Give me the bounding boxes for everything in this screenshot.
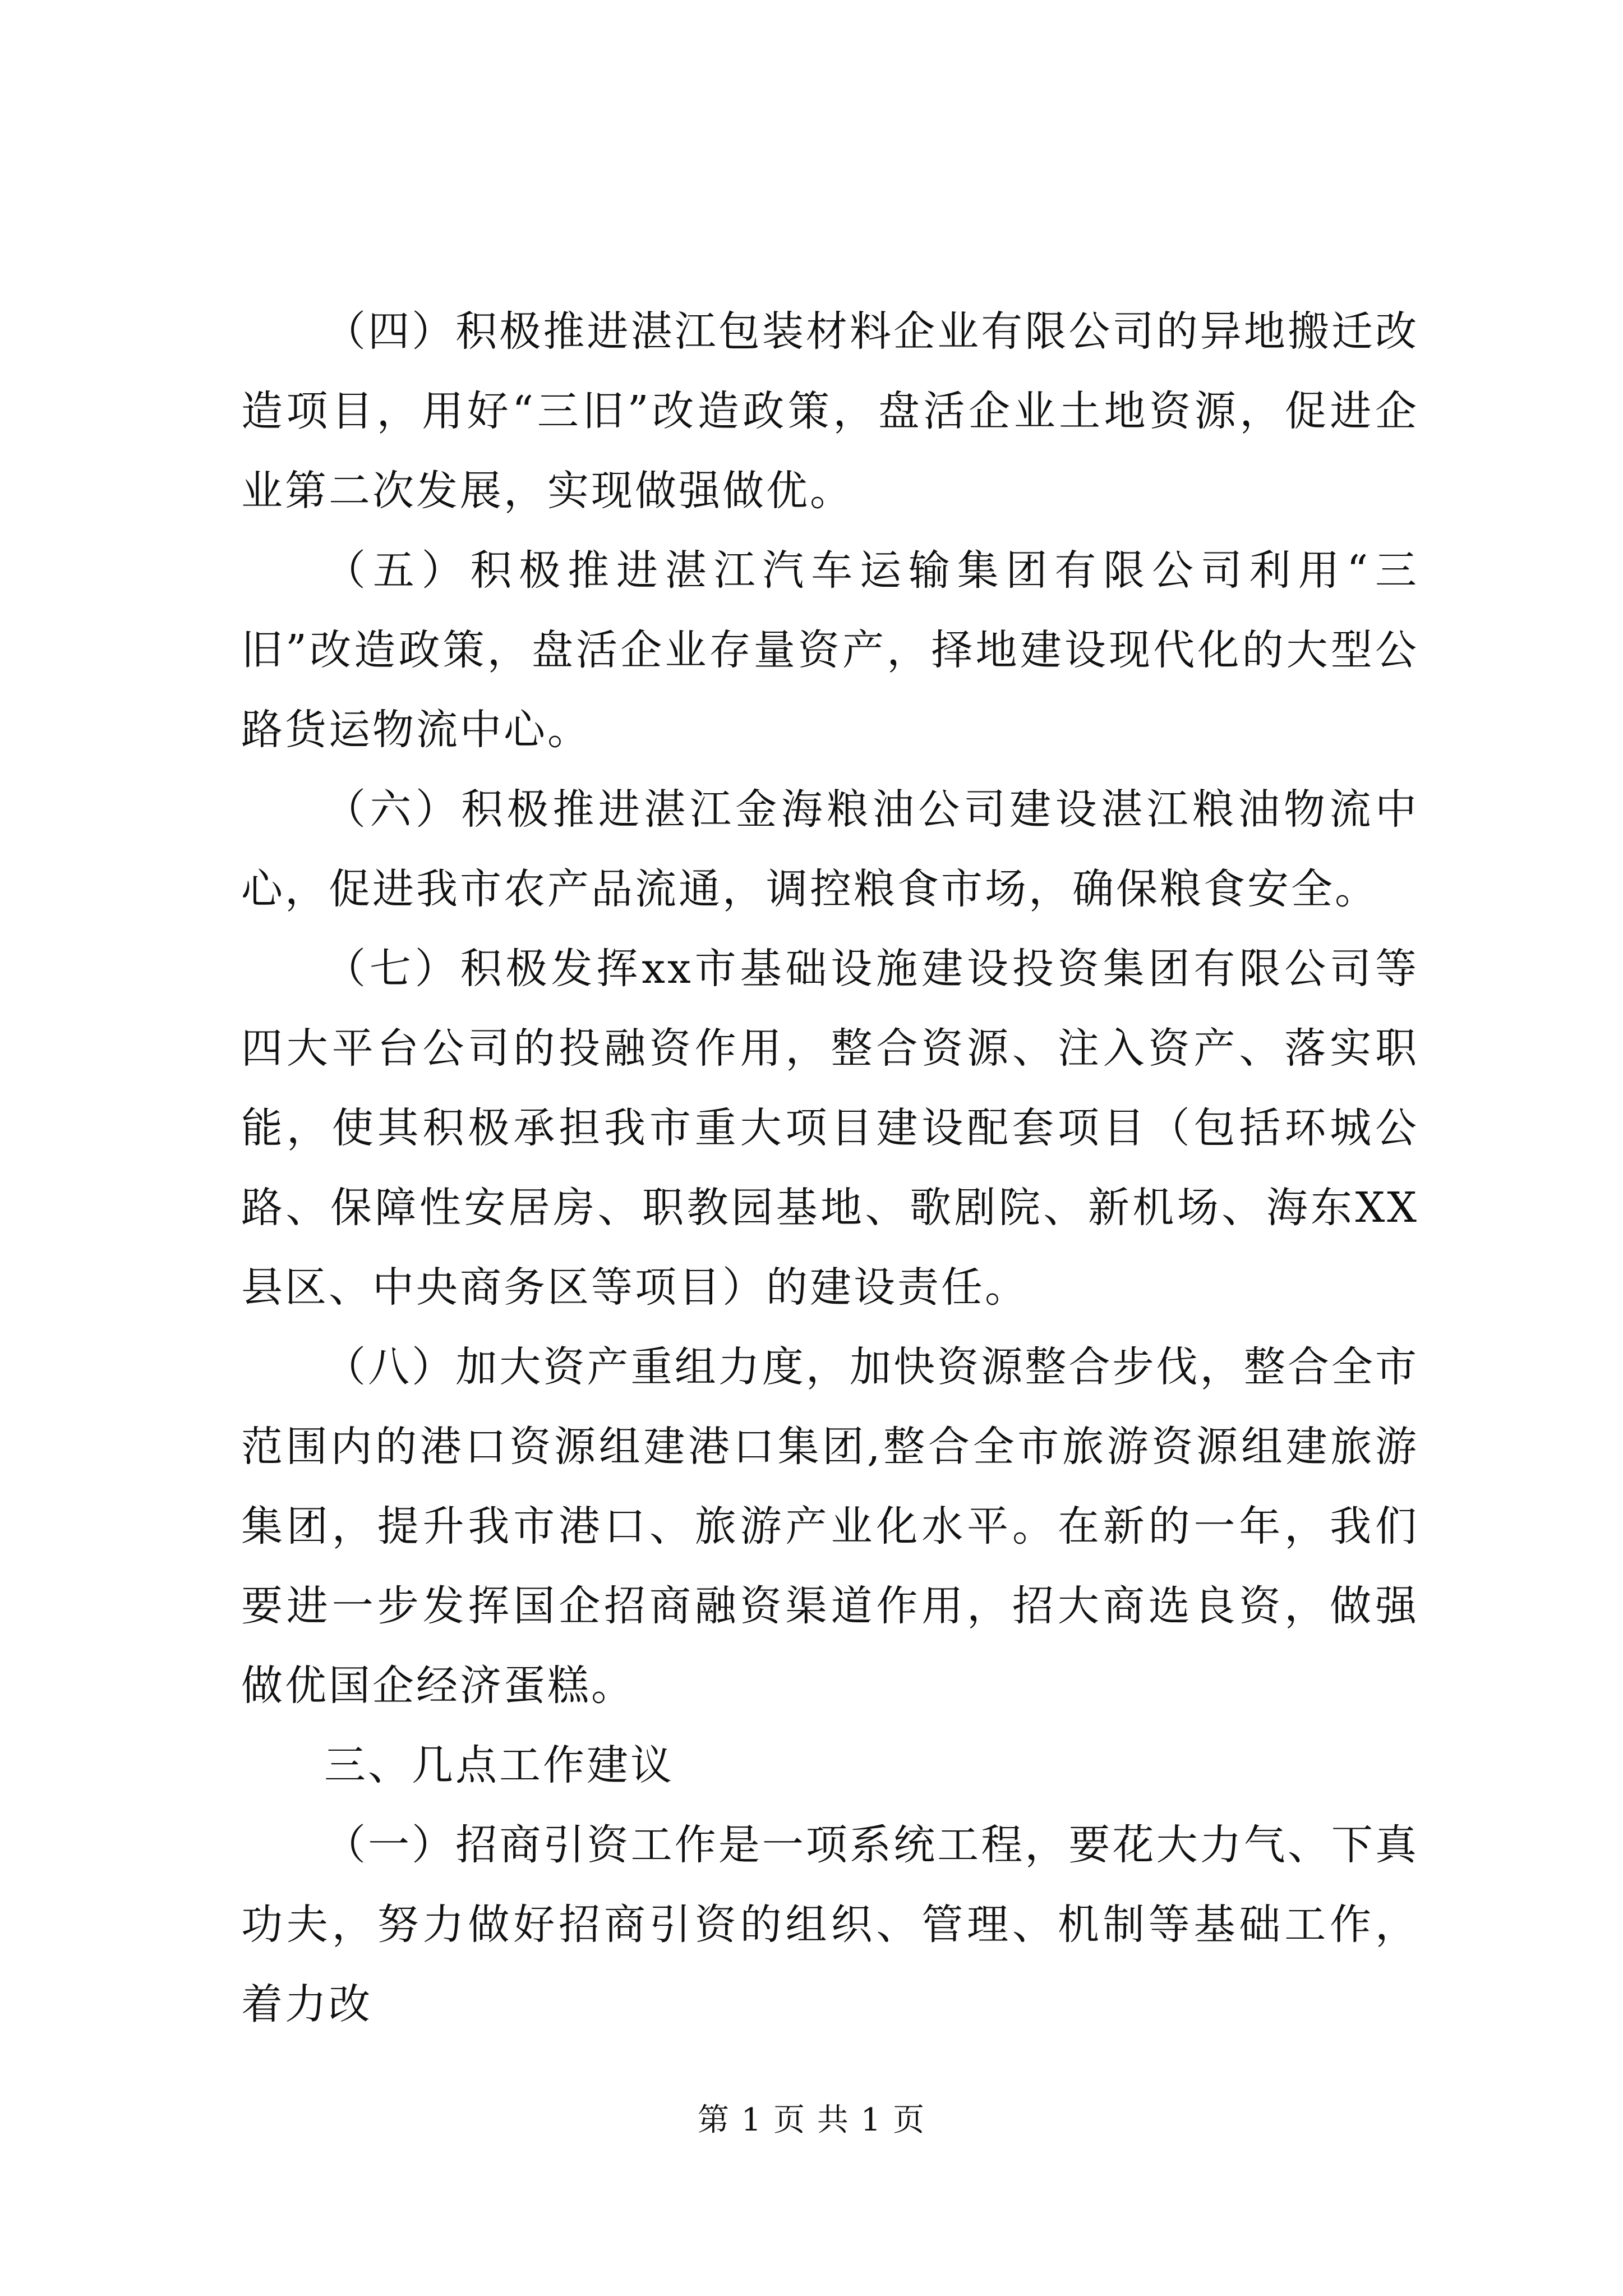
paragraph-item-6: （六）积极推进湛江金海粮油公司建设湛江粮油物流中心，促进我市农产品流通，调控粮食市场，确保粮食安全。 [241, 785, 1419, 913]
paragraph-item-1-suggestions: （一）招商引资工作是一项系统工程，要花大力气、下真功夫，努力做好招商引资的组织、管理、机制等基础工作，着力改 [241, 1821, 1419, 2028]
paragraph-item-5: （五）积极推进湛江汽车运输集团有限公司利用“三旧”改造政策，盘活企业存量资产，择地建设现代化的大型公路货运物流中心。 [241, 546, 1419, 754]
paragraph-item-4: （四）积极推进湛江包装材料企业有限公司的异地搬迁改造项目，用好“三旧”改造政策，盘活企业土地资源，促进企业第二次发展，实现做强做优。 [241, 307, 1419, 515]
paragraph-item-7: （七）积极发挥xx市基础设施建设投资集团有限公司等四大平台公司的投融资作用，整合资源、注入资产、落实职能，使其积极承担我市重大项目建设配套项目（包括环城公路、保障性安居房、职教园基地、歌剧院、新机场、海东XX县区、中央商务区等项目）的建设责任。 [241, 945, 1419, 1312]
page-footer: 第 1 页 共 1 页 [697, 2102, 926, 2138]
document-body [241, 292, 1419, 2044]
section-heading: 三、几点工作建议 [324, 1741, 674, 1789]
paragraph-item-8: （八）加大资产重组力度，加快资源整合步伐，整合全市范围内的港口资源组建港口集团,整合全市旅游资源组建旅游集团，提升我市港口、旅游产业化水平。在新的一年，我们要进一步发挥国企招商融资渠道作用，招大商选良资，做强做优国企经济蛋糕。 [241, 1343, 1419, 1710]
